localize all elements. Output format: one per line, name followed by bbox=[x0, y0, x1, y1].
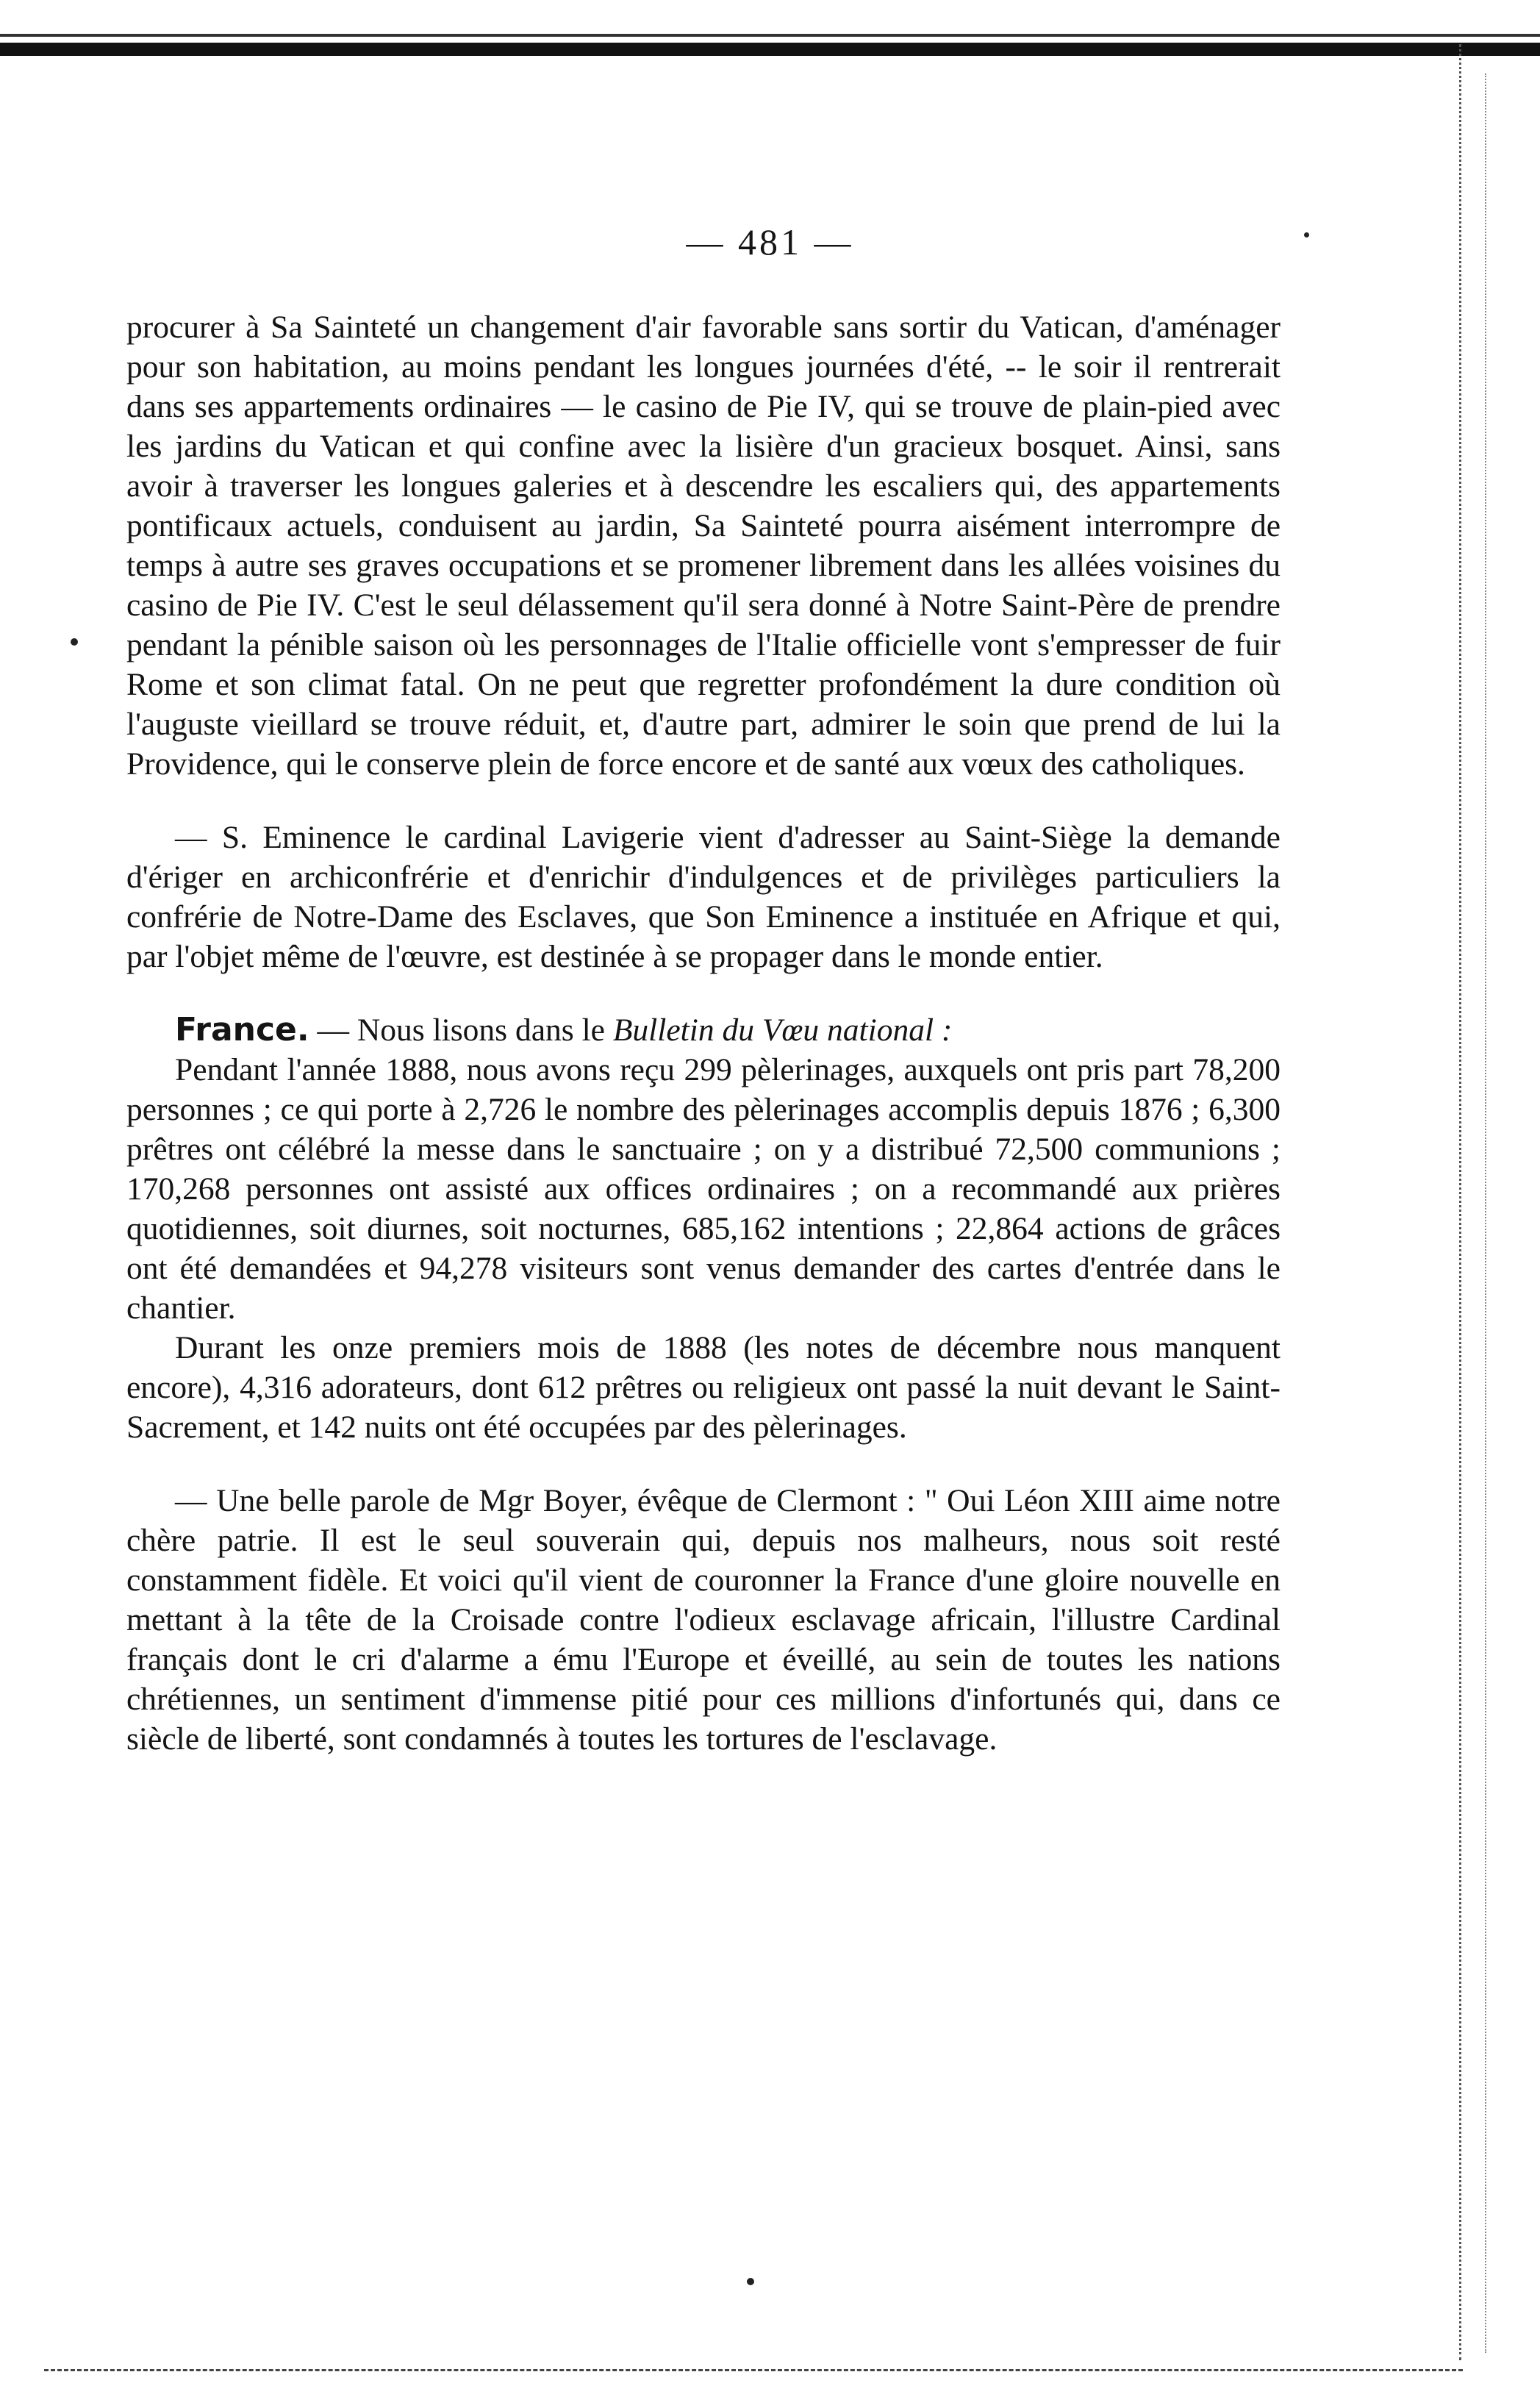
bottom-border bbox=[44, 2369, 1463, 2371]
heading-text: — Nous lisons dans le bbox=[309, 1012, 613, 1048]
ink-speck bbox=[747, 2278, 754, 2285]
paragraph-pilgrimages: Pendant l'année 1888, nous avons reçu 299 pèlerinages, auxquels ont pris part 78,200 personnes ; ce qui porte à 2,726 le nombre des pèlerinages accomplis depuis 1876 ; 6,300 prêtres ont célébré la messe dans le sanctuaire ; on y a distribué 72,500 communions ; 170,268 personnes ont assisté aux offices ordinaires ; on a recommandé aux prières quotidiennes, soit diurnes, soit nocturnes, 685,162 intentions ; 22,864 actions de grâces ont été demandées et 94,278 visiteurs sont venus demander des cartes d'entrée dans le chantier. bbox=[126, 1052, 1281, 1326]
ink-speck bbox=[71, 638, 78, 646]
paragraph-lavigerie: — S. Eminence le cardinal Lavigerie vient d'adresser au Saint-Siège la demande d'ériger en archiconfrérie et d'enrichir d'indulgences et de privilèges particuliers la confrérie de Notre-Dame des Esclaves, que Son Eminence a instituée en Afrique et qui, par l'objet même de l'œuvre, est destinée à se propager dans le monde entier. bbox=[126, 820, 1281, 974]
paragraph-boyer-quote: — Une belle parole de Mgr Boyer, évêque de Clermont : " Oui Léon XIII aime notre chère patrie. Il est le seul souverain qui, depuis nos malheurs, nous soit resté constamment fidèle. Et voici qu'il vient de couronner la France d'une gloire nouvelle en mettant à la tête de la Croisade contre l'odieux esclavage africain, l'illustre Cardinal français dont le cri d'alarme a ému l'Europe et éveillé, au sein de toutes les nations chrétiennes, un sentiment d'immense pitié pour ces millions d'infortunés qui, dans ce siècle de liberté, sont condamnés à toutes les tortures de l'esclavage. bbox=[126, 1483, 1281, 1757]
page-number: — 481 — bbox=[686, 221, 854, 262]
page-body bbox=[126, 307, 1281, 1759]
bulletin-source: Bulletin du Vœu national : bbox=[612, 1012, 953, 1048]
section-lead-france: France. bbox=[175, 1011, 309, 1049]
page-edge-right bbox=[1459, 44, 1464, 2360]
paragraph-france-heading bbox=[126, 1010, 1281, 1050]
paragraph-adorers: Durant les onze premiers mois de 1888 (les notes de décembre nous manquent encore), 4,316 adorateurs, dont 612 prêtres ou religieux ont passé la nuit devant le Saint-Sacrement, et 142 nuits ont été occupées par des pèlerinages. bbox=[126, 1330, 1281, 1445]
page-edge-right-outer bbox=[1485, 74, 1489, 2353]
paragraph-casino: procurer à Sa Sainteté un changement d'air favorable sans sortir du Vatican, d'aménager pour son habitation, au moins pendant les longues journées d'été, -- le soir il rentrerait dans ses appartements ordinaires — le casino de Pie IV, qui se trouve de plain-pied avec les jardins du Vatican et qui confine avec la lisière d'un gracieux bosquet. Ainsi, sans avoir à traverser les longues galeries et à descendre les escaliers qui, des appartements pontificaux actuels, conduisent au jardin, Sa Sainteté pourra aisément interrompre de temps à autre ses graves occupations et se promener librement dans les allées voisines du casino de Pie IV. C'est le seul délassement qu'il sera donné à Notre Saint-Père de prendre pendant la pénible saison où les personnages de l'Italie officielle vont s'empresser de fuir Rome et son climat fatal. On ne peut que regretter profondément la dure condition où l'auguste vieillard se trouve réduit, et, d'autre part, admirer le soin que prend de lui la Providence, qui le conserve plein de force encore et de santé aux vœux des catholiques. bbox=[126, 310, 1281, 782]
top-border-thin bbox=[0, 34, 1540, 37]
top-border bbox=[0, 43, 1540, 56]
